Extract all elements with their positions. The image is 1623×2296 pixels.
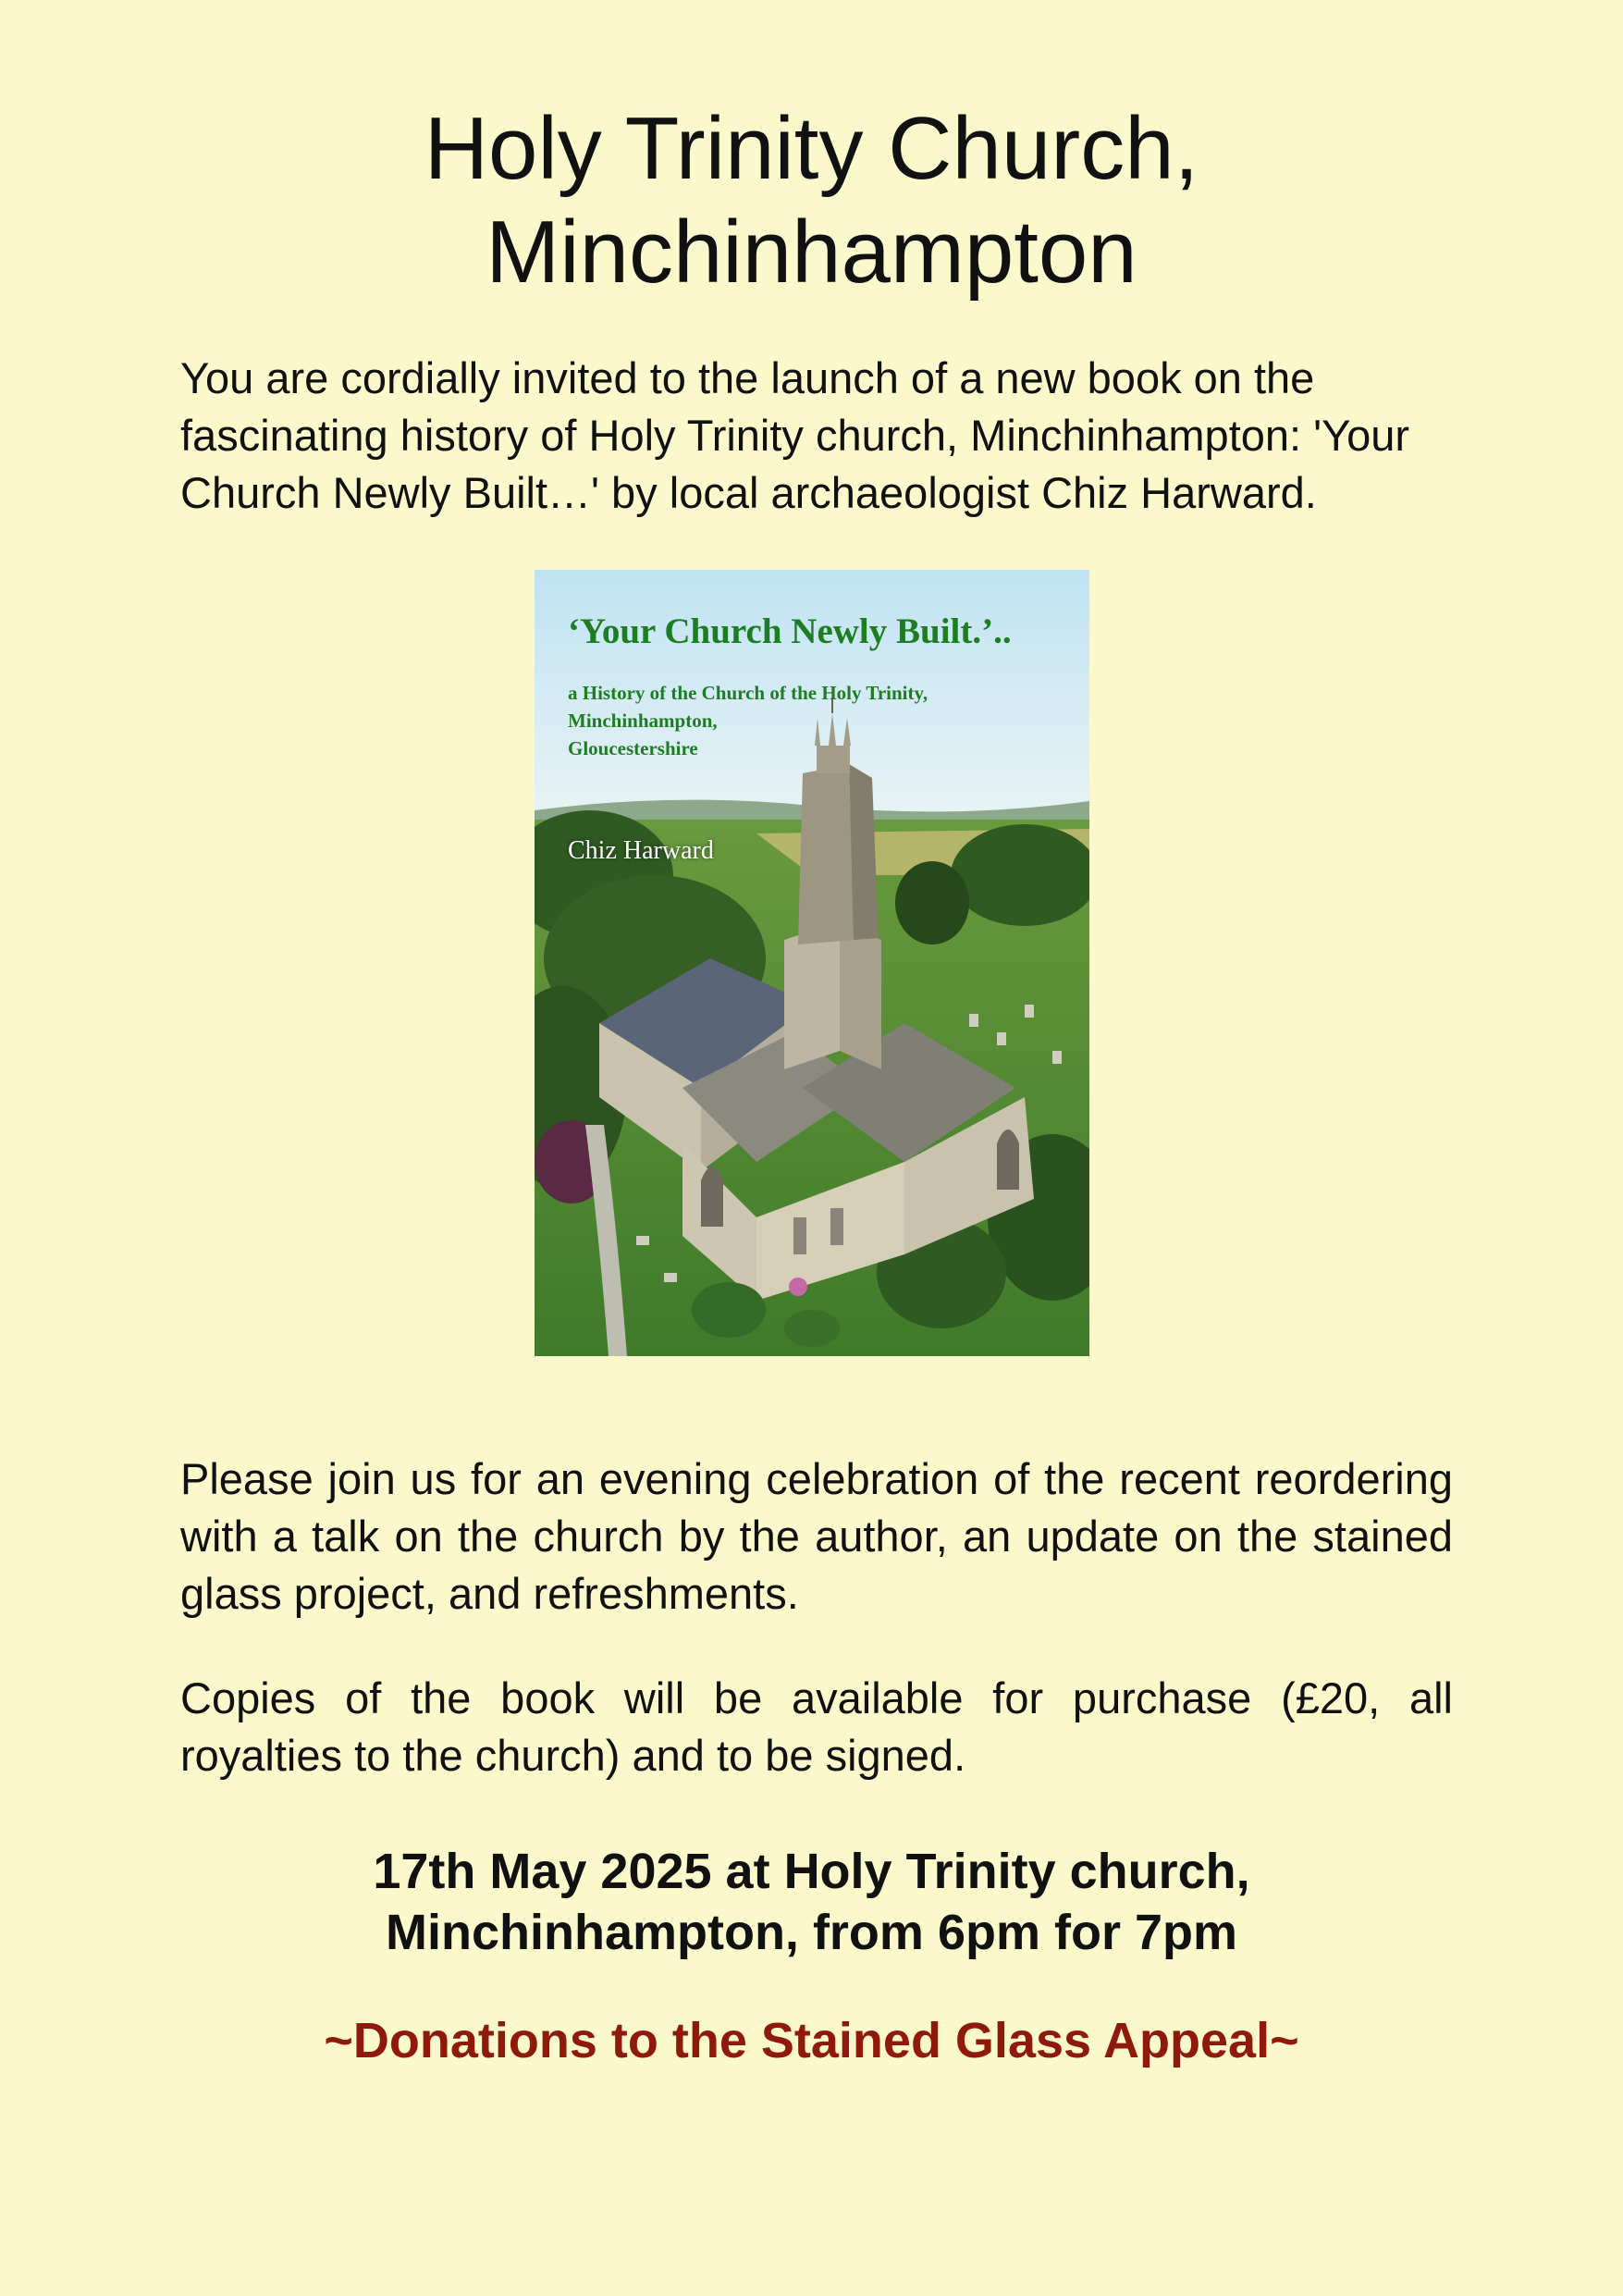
page-title-line-2: Minchinhampton (486, 203, 1137, 302)
donation-appeal: ~Donations to the Stained Glass Appeal~ (324, 2013, 1299, 2068)
book-cover-subtitle-line-2: Minchinhampton, (568, 710, 718, 732)
book-cover-subtitle (568, 679, 928, 762)
book-cover-author: Chiz Harward (568, 836, 714, 865)
book-cover-subtitle-line-1: a History of the Church of the Holy Trinity, (568, 682, 928, 704)
book-purchase-paragraph: Copies of the book will be available for purchase (£20, all royalties to the church) and to be signed. (180, 1673, 1453, 1780)
intro-paragraph: You are cordially invited to the launch of a new book on the fascinating history of Holy Trinity church, Minchinhampton: 'Your Church Newly Built…' by local archaeologist Chiz Harward. (180, 353, 1410, 517)
event-details-line-2: Minchinhampton, from 6pm for 7pm (385, 1905, 1237, 1960)
event-details-line-1: 17th May 2025 at Holy Trinity church, (373, 1844, 1250, 1899)
book-cover-subtitle-line-3: Gloucestershire (568, 737, 698, 759)
page-title (0, 97, 1623, 304)
page-title-line-1: Holy Trinity Church, (424, 99, 1199, 198)
celebration-paragraph: Please join us for an evening celebration of the recent reordering with a talk on the church by the author, an update on the stained glass project, and refreshments. (180, 1454, 1453, 1618)
book-cover-image (535, 570, 1089, 1356)
event-details (0, 1841, 1623, 1963)
book-cover-title: ‘Your Church Newly Built.’.. (568, 611, 1012, 651)
